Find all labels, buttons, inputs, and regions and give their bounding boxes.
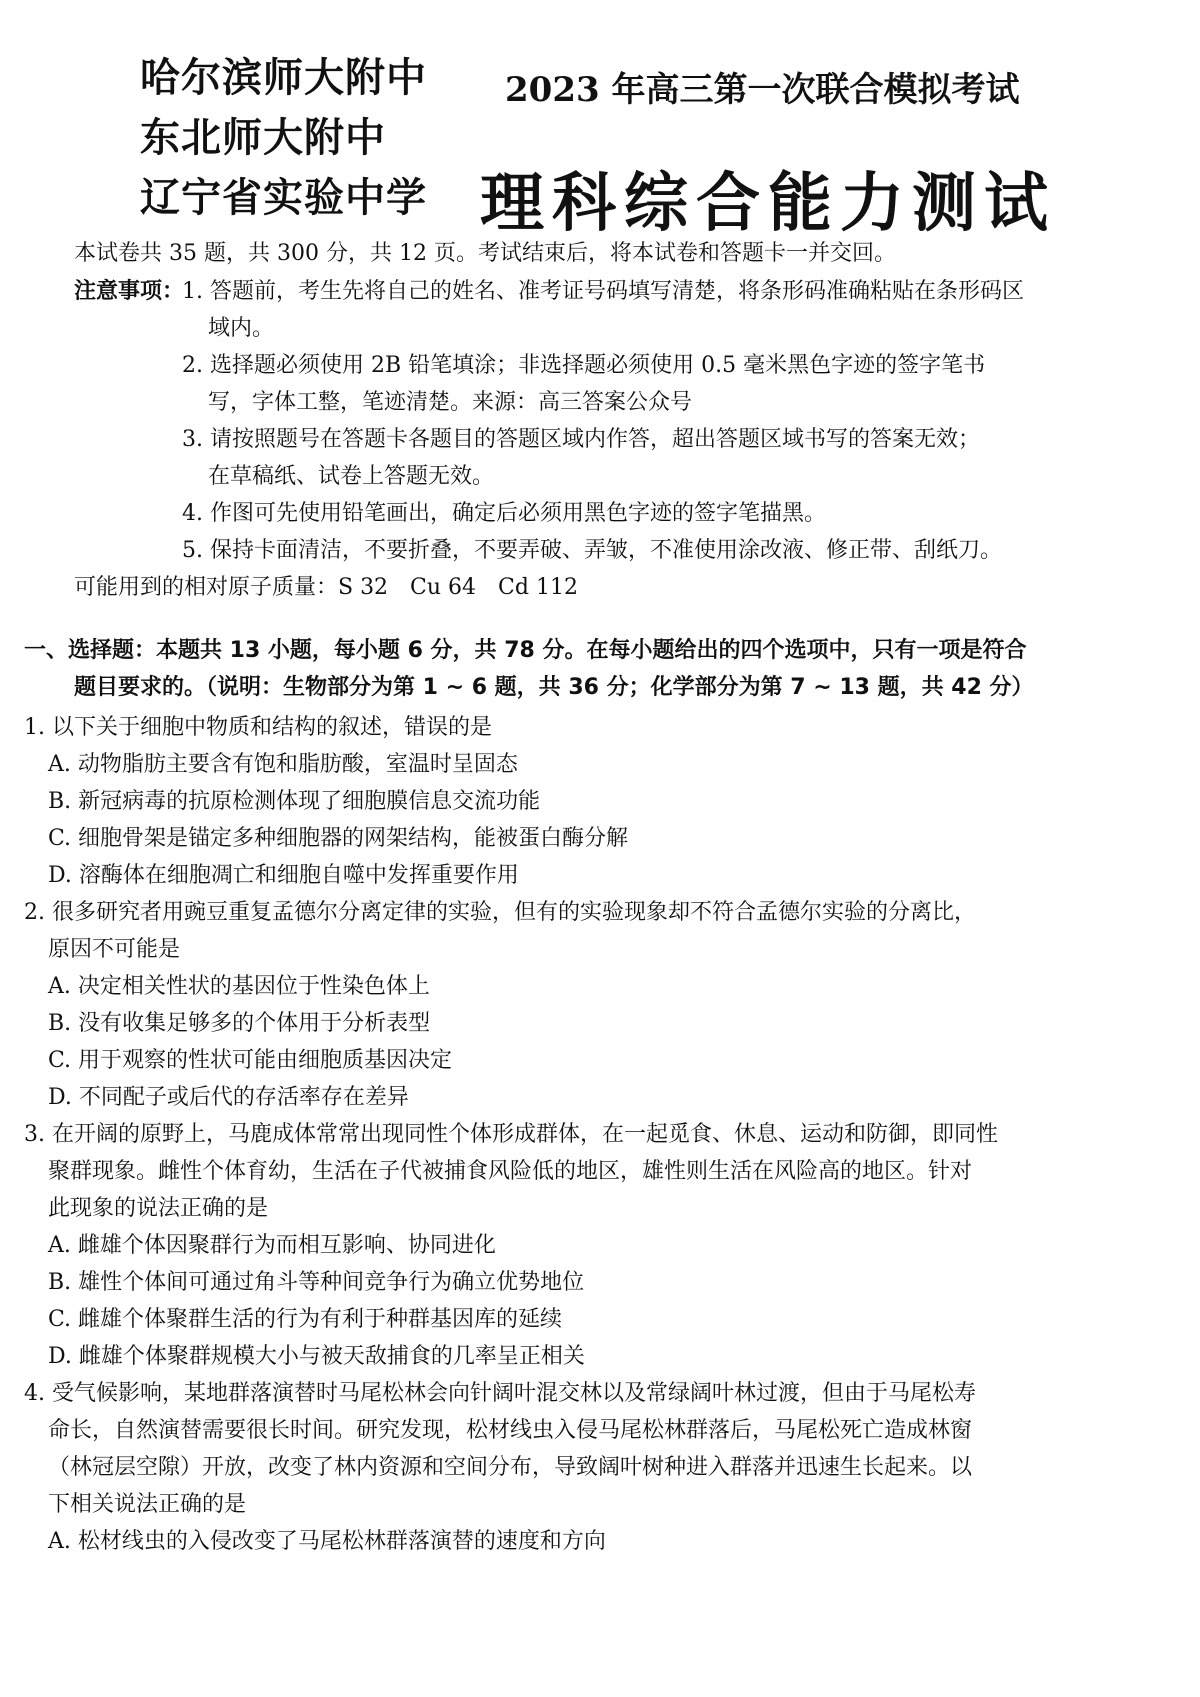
main-title: 理科综合能力测试 (480, 167, 1056, 241)
school-name: 辽宁省实验中学 (140, 175, 427, 221)
note-line: 2. 选择题必须使用 2B 铅笔填涂；非选择题必须使用 0.5 毫米黑色字迹的签字笔书 (182, 353, 986, 378)
question-stem: 原因不可能是 (48, 937, 181, 962)
option-b: B. 雄性个体间可通过角斗等种间竞争行为确立优势地位 (48, 1270, 585, 1295)
note-line: 域内。 (208, 316, 275, 341)
question-stem: 聚群现象。雌性个体育幼，生活在子代被捕食风险低的地区，雄性则生活在风险高的地区。针对 (48, 1159, 973, 1184)
exam-title: 2023 年高三第一次联合模拟考试 (505, 70, 1020, 110)
option-d: D. 雌雄个体聚群规模大小与被天敌捕食的几率呈正相关 (48, 1344, 585, 1369)
question-stem: 命长，自然演替需要很长时间。研究发现，松材线虫入侵马尾松林群落后，马尾松死亡造成林窗 (48, 1418, 973, 1443)
option-a: A. 雌雄个体因聚群行为而相互影响、协同进化 (48, 1233, 496, 1258)
note-line: 在草稿纸、试卷上答题无效。 (208, 464, 495, 489)
option-d: D. 溶酶体在细胞凋亡和细胞自噬中发挥重要作用 (48, 863, 519, 888)
question-stem: 下相关说法正确的是 (48, 1492, 247, 1517)
question-stem: 1. 以下关于细胞中物质和结构的叙述，错误的是 (24, 715, 492, 740)
page-header (0, 0, 1200, 240)
section-heading-line: 一、选择题：本题共 13 小题，每小题 6 分，共 78 分。在每小题给出的四个选项中，只有一项是符合 (24, 638, 1027, 663)
question-stem: 2. 很多研究者用豌豆重复孟德尔分离定律的实验，但有的实验现象却不符合孟德尔实验的分离比， (24, 900, 976, 925)
option-c: C. 雌雄个体聚群生活的行为有利于种群基因库的延续 (48, 1307, 563, 1332)
question-stem: （林冠层空隙）开放，改变了林内资源和空间分布，导致阔叶树种进入群落并迅速生长起来。以 (48, 1455, 973, 1480)
exam-summary: 本试卷共 35 题，共 300 分，共 12 页。考试结束后，将本试卷和答题卡一并交回。 (74, 241, 896, 266)
section-heading-line: 题目要求的。（说明：生物部分为第 1 ~ 6 题，共 36 分；化学部分为第 7 ~ 13 题，共 42 分） (74, 675, 1034, 700)
school-name: 东北师大附中 (140, 115, 386, 161)
option-b: B. 新冠病毒的抗原检测体现了细胞膜信息交流功能 (48, 789, 541, 814)
option-c: C. 细胞骨架是锚定多种细胞器的网架结构，能被蛋白酶分解 (48, 826, 629, 851)
note-line: 4. 作图可先使用铅笔画出，确定后必须用黑色字迹的签字笔描黑。 (182, 501, 826, 526)
atomic-mass-line: 可能用到的相对原子质量：S 32 Cu 64 Cd 112 (74, 575, 578, 600)
note-line: 写，字体工整，笔迹清楚。来源：高三答案公众号 (208, 390, 693, 415)
question-stem: 3. 在开阔的原野上，马鹿成体常常出现同性个体形成群体，在一起觅食、休息、运动和防御，即同性 (24, 1122, 998, 1147)
note-line: 5. 保持卡面清洁，不要折叠，不要弄破、弄皱，不准使用涂改液、修正带、刮纸刀。 (182, 538, 1002, 563)
notes-label: 注意事项： (74, 279, 185, 304)
option-a: A. 决定相关性状的基因位于性染色体上 (48, 974, 430, 999)
note-line: 3. 请按照题号在答题卡各题目的答题区域内作答，超出答题区域书写的答案无效； (182, 427, 980, 452)
option-d: D. 不同配子或后代的存活率存在差异 (48, 1085, 409, 1110)
option-b: B. 没有收集足够多的个体用于分析表型 (48, 1011, 431, 1036)
school-name: 哈尔滨师大附中 (140, 55, 427, 101)
note-line: 1. 答题前，考生先将自己的姓名、准考证号码填写清楚，将条形码准确粘贴在条形码区 (182, 279, 1024, 304)
question-stem: 4. 受气候影响，某地群落演替时马尾松林会向针阔叶混交林以及常绿阔叶林过渡，但由于马尾松寿 (24, 1381, 976, 1406)
option-c: C. 用于观察的性状可能由细胞质基因决定 (48, 1048, 453, 1073)
question-stem: 此现象的说法正确的是 (48, 1196, 269, 1221)
option-a: A. 动物脂肪主要含有饱和脂肪酸，室温时呈固态 (48, 752, 518, 777)
option-a: A. 松材线虫的入侵改变了马尾松林群落演替的速度和方向 (48, 1529, 606, 1554)
school-list (140, 48, 427, 228)
